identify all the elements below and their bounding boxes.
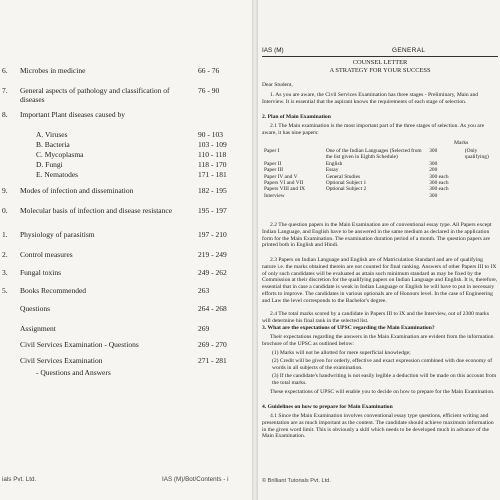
toc-title: Fungal toxins [20,268,62,277]
paragraph-6: Their expectations regarding the answers in the Main Examination are evident from the information brochure of the UPSC as outlined below: [262,334,494,347]
toc-pages: 269 [198,324,210,333]
letter-title: COUNSEL LETTER [352,59,408,66]
toc-title: Modes of infection and dissemination [20,186,134,195]
paper-subject: Essay [325,167,339,174]
toc-pages: 271 - 281 [198,356,227,365]
toc-title: Physiology of parasitism [20,230,95,239]
paragraph-4: 2.3 Papers on Indian Language and English are of Matriculation Standard and are of qualifying nature i.e. the marks obtained therein are not counted for final ranking. Answers of other Papers III to IX of only such candidates will be evaluated as attain such minimum standard as may be fixed by the Commission at their discretion for the qualifying papers on Indian Language and English. It is, therefore, essential that in case a candidate is weak in Indian Language or English he will have to put in necessary efforts to improve. The candidates in various optionals are of Honours level. In the case of Engineering and Law the level corresponds to the Bachelor's degree. [262,257,498,304]
toc-title: Molecular basis of infection and disease resistance [20,206,173,215]
marks-header: Marks [454,140,469,146]
paper-marks: 300 each [429,173,449,180]
toc-pages: 264 - 268 [198,304,227,313]
heading-guidelines: 4. Guidelines on how to prepare for Main Examination [262,404,393,410]
paper-name: Paper IV and V [264,173,298,180]
paragraph-1: 1. As you are aware, the Civil Services Examination has three stages - Preliminary, Main and Interview. It is essential that the aspirant knows the requirements of each stage of selection. [262,92,479,105]
toc-title: Important Plant diseases caused by [20,110,125,119]
paper-marks: 300 [429,192,438,199]
paper-name: Paper II [264,160,282,167]
expectation-2: (2) Credit will be given for orderly, effective and exact expression combined with due economy of words in all subjects of the examination. [272,358,493,371]
paragraph-5: 2.4 The total marks scored by a candidate in Papers III to IX and the Interview, out of 2300 marks will determine his final rank in the selected list. [262,311,490,324]
paper-name: Paper III [264,167,284,174]
paper-row [262,148,498,161]
toc-title: E. Nematodes [36,170,79,179]
paper-name: Paper I [264,148,280,154]
papers-table [262,148,498,199]
toc-title: Assignment [20,324,56,333]
toc-title: Microbes in medicine [20,66,86,75]
toc-pages: 171 - 181 [198,170,227,179]
toc-title: A. Viruses [36,130,68,139]
toc-number: 0. [2,206,8,215]
paragraph-8: 4.1 Since the Main Examination involves conventional essay type questions, efficient writing and presentation are as much important as the content. The candidate should achieve maximum information in the given word limit. This is obviously a skill which needs to be developed much in advance of the Main Examination. [262,413,494,440]
toc-title: Books Recommended [20,286,87,295]
paper-marks: 300 each [429,186,449,193]
header-left: IAS (M) [262,47,284,54]
expectation-3: (3) If the candidate's handwriting is not easily legible a deduction will be made on this account from the total marks. [272,373,497,386]
toc-pages: 76 - 90 [198,86,220,95]
paper-subject: Optional Subject 2 [325,186,367,193]
toc-title: Civil Services Examination - Questions [20,340,139,349]
toc-number: 6. [2,66,8,75]
toc-pages: 249 - 262 [198,268,227,277]
header-center: GENERAL [392,47,426,54]
heading-expectations: 3. What are the expectations of UPSC regarding the Main Examination? [262,325,435,331]
left-footer-ref: IAS (M)/Bot/Contents - i [162,476,229,483]
toc-pages: 197 - 210 [198,230,227,239]
paper-subject: Optional Subject 1 [325,180,367,187]
toc-title: - Questions and Answers [36,368,111,377]
paper-row [262,193,498,199]
paper-note: (Only qualifying) [464,148,489,161]
paper-marks: 300 [429,160,438,167]
toc-title: B. Bacteria [36,140,70,149]
toc-pages: 269 - 270 [198,340,227,349]
paper-name: Papers VIII and IX [264,186,306,193]
right-page-footer: © Brilliant Tutorials Pvt. Ltd. [262,478,331,484]
letter-subtitle: A STRATEGY FOR YOUR SUCCESS [329,67,431,74]
toc-number: 8. [2,110,8,119]
paragraph-7: These expectations of UPSC will enable you to decide on how to prepare for the Main Examination. [270,389,495,395]
toc-pages: 103 - 109 [198,140,227,149]
toc-number: 3. [2,268,8,277]
toc-pages: 110 - 118 [198,150,227,159]
toc-title: Civil Services Examination [20,356,103,365]
toc-number: 7. [2,86,8,95]
paper-marks: 200 [429,167,438,174]
toc-title: Control measures [20,250,73,259]
toc-title: General aspects of pathology and classification of diseases [20,86,170,104]
paper-note [463,193,498,199]
paper-marks: 300 each [429,180,449,187]
paper-subject [324,193,427,199]
paragraph-3: 2.2 The question papers in the Main Examination are of conventional essay type. All Papers except Indian Language, and English have to be answered in the same medium as declared in the application form for the Main Examination. The examination duration period of a month. The question papers are printed both in English and Hindi. [262,222,492,249]
left-footer-publisher: ials Pvt. Ltd. [2,476,37,483]
toc-number: 1. [2,230,8,239]
paper-subject: English [325,160,343,167]
greeting: Dear Student, [262,82,293,88]
toc-pages: 118 - 170 [198,160,227,169]
right-page-header [262,47,498,57]
paragraph-2: 2.1 The Main examination is the most important part of the three stages of selection. As you are aware, it has nine papers: [262,123,485,136]
toc-pages: 90 - 103 [198,130,223,139]
heading-plan: 2. Plan of Main Examination [262,114,331,120]
toc-pages: 263 [198,286,210,295]
paper-subject: General Studies [325,173,361,180]
paper-marks: 300 [429,148,438,154]
toc-title: D. Fungi [36,160,63,169]
toc-pages: 182 - 195 [198,186,227,195]
toc-title: Questions [20,304,50,313]
right-page [258,0,500,500]
toc-title: C. Mycoplasma [36,150,84,159]
paper-subject: One of the Indian Languages (Selected from the list given in Eighth Schedule) [325,148,422,161]
toc-pages: 195 - 197 [198,206,227,215]
expectation-1: (1) Marks will not be allotted for mere superficial knowledge; [272,350,411,356]
toc-number: 2. [2,250,8,259]
toc-pages: 219 - 249 [198,250,227,259]
paper-name: Papers VI and VII [264,180,304,187]
toc-number: 5. [2,286,8,295]
paper-name: Interview [264,192,285,199]
toc-pages: 66 - 76 [198,66,220,75]
toc-number: 9. [2,186,8,195]
